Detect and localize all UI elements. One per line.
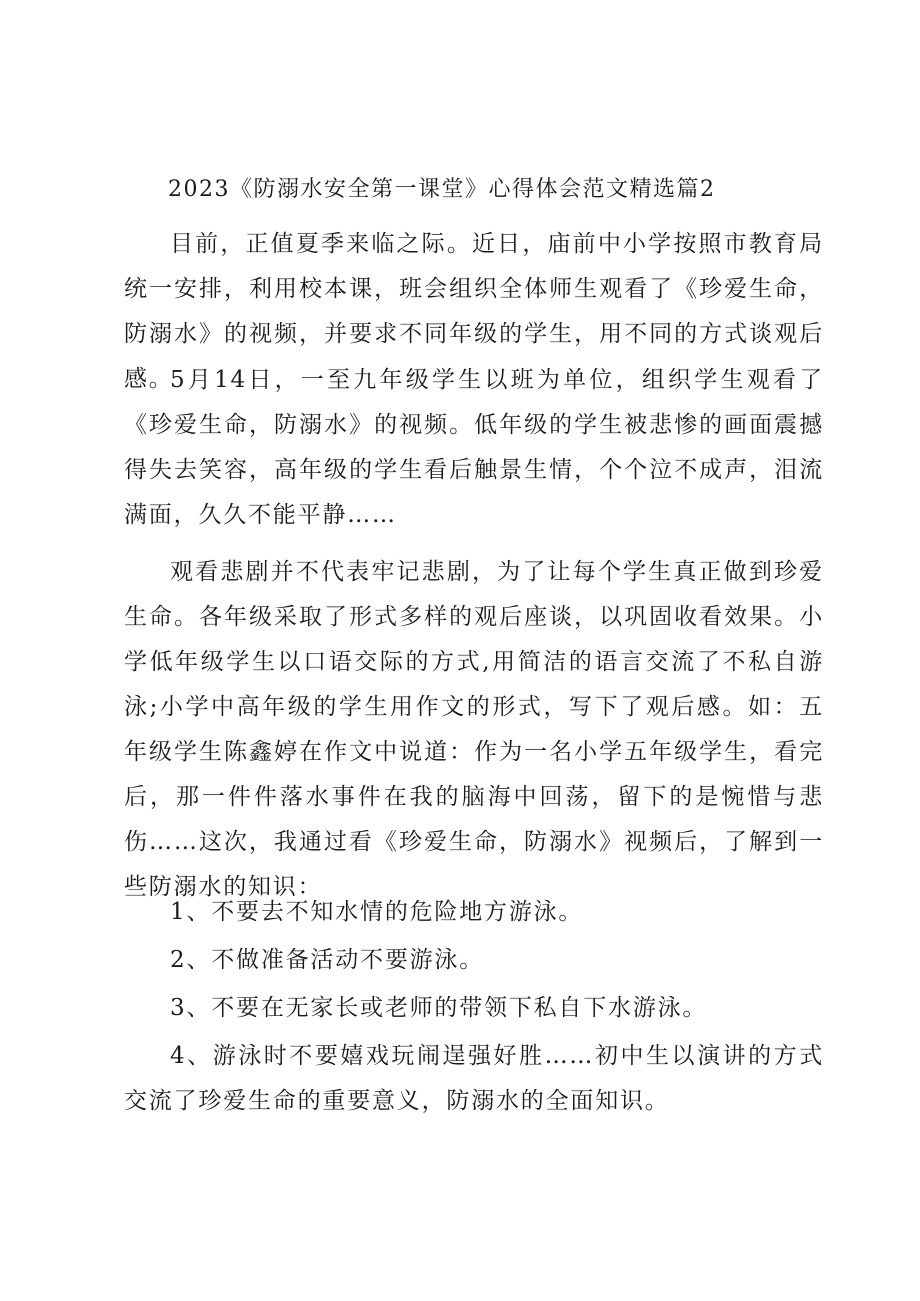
list-item: 3、不要在无家长或老师的带领下私自下水游泳。 bbox=[170, 995, 708, 1021]
paragraph-discussion: 观看悲剧并不代表牢记悲剧，为了让每个学生真正做到珍爱生命。各年级采取了形式多样的观后座谈，以巩固收看效果。小学低年级学生以口语交际的方式,用简洁的语言交流了不私自游泳;小学中高年级的学生用作文的形式，写下了观后感。如：五年级学生陈鑫婷在作文中说道：作为一名小学五年级学生，看完后，那一件件落水事件在我的脑海中回荡，留下的是惋惜与悲伤……这次，我通过看《珍爱生命，防溺水》视频后，了解到一些防溺水的知识： bbox=[124, 559, 824, 900]
document-title: 2023《防溺水安全第一课堂》心得体会范文精选篇2 bbox=[168, 177, 716, 202]
paragraph-viewing: 5月14日，一至九年级学生以班为单位，组织学生观看了《珍爱生命，防溺水》的视频。低年级的学生被悲惨的画面震撼得失去笑容，高年级的学生看后触景生情，个个泣不成声，泪流满面，久久不能平静…… bbox=[124, 367, 824, 528]
list-item: 1、不要去不知水情的危险地方游泳。 bbox=[170, 899, 584, 925]
paragraph-intro: 目前，正值夏季来临之际。近日，庙前中小学按照市教育局统一安排，利用校本课，班会组织全体师生观看了《珍爱生命，防溺水》的视频，并要求不同年级的学生，用不同的方式谈观后感。 bbox=[124, 231, 824, 392]
list-item: 4、游泳时不要嬉戏玩闹逞强好胜……初中生以演讲的方式交流了珍爱生命的重要意义，防溺水的全面知识。 bbox=[124, 1043, 824, 1114]
list-item: 2、不做准备活动不要游泳。 bbox=[170, 947, 485, 973]
